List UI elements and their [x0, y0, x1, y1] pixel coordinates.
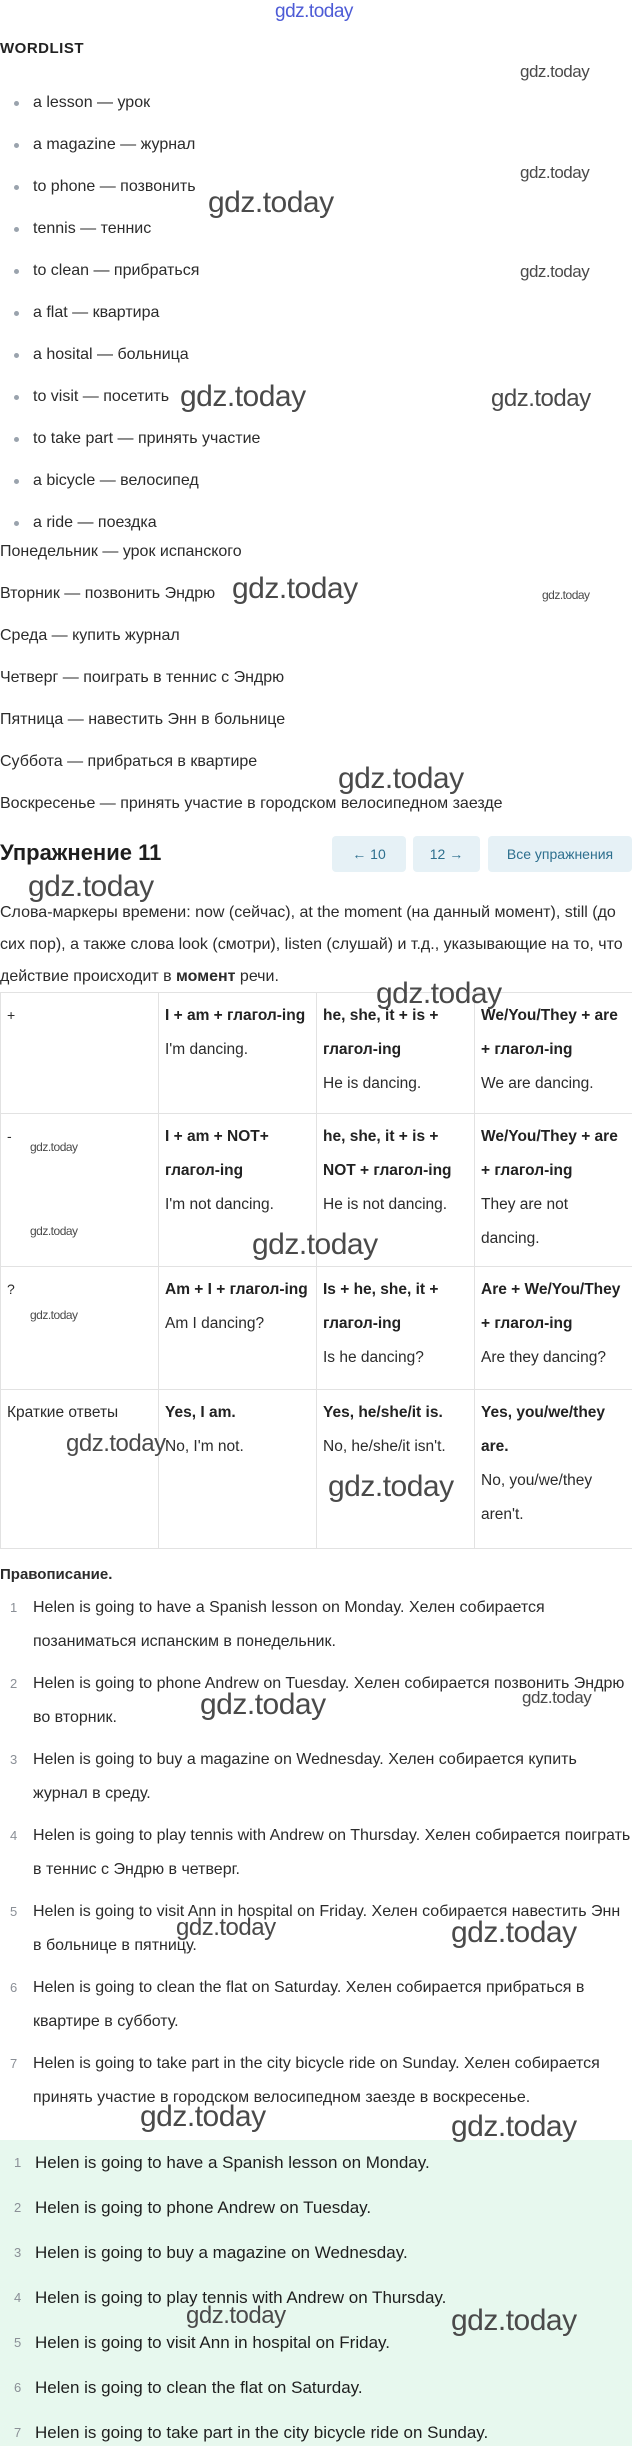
week-day-line: Четверг — поиграть в теннис с Эндрю [0, 657, 632, 699]
bullet-icon [14, 353, 19, 358]
watermark: gdz.today [176, 1914, 276, 1942]
answers-list [0, 1591, 632, 2157]
watermark: gdz.today [376, 977, 502, 1011]
watermark: gdz.today [338, 762, 464, 796]
bullet-icon [14, 479, 19, 484]
final-answers-list [0, 2140, 632, 2455]
list-item: to visit — посетить [0, 376, 632, 418]
list-item: a ride — поездка [0, 502, 632, 544]
list-item: a lesson — урок [0, 82, 632, 124]
watermark: gdz.today [232, 572, 358, 606]
watermark: gdz.today [542, 588, 590, 602]
list-item: 4 Helen is going to play tennis with Andrew on Thursday. Хелен собирается поиграть в теннис с Эндрю в четверг. [0, 1819, 632, 1895]
watermark: gdz.today [451, 2304, 577, 2338]
watermark: gdz.today [520, 262, 589, 282]
watermark: gdz.today [30, 1140, 78, 1154]
bullet-icon [14, 521, 19, 526]
intro-bold: момент [176, 968, 235, 985]
list-item: 5 Helen is going to visit Ann in hospital on Friday. [0, 2320, 632, 2365]
next-exercise-button[interactable]: 12 → [413, 836, 480, 872]
list-item: a magazine — журнал [0, 124, 632, 166]
table-cell: Yes, he/she/it is. No, he/she/it isn't. [317, 1390, 475, 1549]
watermark: gdz.today [30, 1224, 78, 1238]
list-item: 2 Helen is going to phone Andrew on Tuesday. [0, 2185, 632, 2230]
bullet-icon [14, 395, 19, 400]
bullet-icon [14, 311, 19, 316]
watermark: gdz.today [208, 186, 334, 220]
table-cell: We/You/They + are + глагол-ing We are dancing. [475, 993, 632, 1114]
watermark: gdz.today [140, 2100, 266, 2134]
list-item: a flat — квартира [0, 292, 632, 334]
table-cell: Yes, I am. No, I'm not. [159, 1390, 317, 1549]
table-cell: Yes, you/we/they are. No, you/we/they aren't. [475, 1390, 632, 1549]
list-item: 3 Helen is going to buy a magazine on Wednesday. Хелен собирается купить журнал в среду. [0, 1743, 632, 1819]
intro-paragraph: Слова-маркеры времени: now (сейчас), at the moment (на данный момент), still (до сих пор), а также слова look (смотри), listen (слушай) и т.д., указывающие на то, что действие происходит в момент речи. [0, 897, 632, 993]
table-cell: + [1, 993, 159, 1114]
table-row [1, 1267, 632, 1390]
watermark: gdz.today [200, 1688, 326, 1722]
site-logo[interactable]: gdz.today [275, 1, 353, 23]
watermark: gdz.today [520, 163, 589, 183]
grammar-table [0, 992, 632, 1549]
list-item: a bicycle — велосипед [0, 460, 632, 502]
list-item: tennis — теннис [0, 208, 632, 250]
bullet-icon [14, 143, 19, 148]
week-day-line: Суббота — прибраться в квартире [0, 741, 632, 783]
list-item: 6 Helen is going to clean the flat on Saturday. [0, 2365, 632, 2410]
table-cell: Is + he, she, it + глагол-ing Is he dancing? [317, 1267, 475, 1390]
table-row [1, 1390, 632, 1549]
list-item: 4 Helen is going to play tennis with Andrew on Thursday. [0, 2275, 632, 2320]
watermark: gdz.today [451, 2110, 577, 2144]
table-cell: he, she, it + is + NOT + глагол-ing He is not dancing. [317, 1114, 475, 1267]
table-cell: Am + I + глагол-ing Am I dancing? [159, 1267, 317, 1390]
watermark: gdz.today [520, 62, 589, 82]
table-cell: I + am + NOT+ глагол-ing I'm not dancing. [159, 1114, 317, 1267]
table-cell: I + am + глагол-ing I'm dancing. [159, 993, 317, 1114]
list-item: 1 Helen is going to have a Spanish lesson on Monday. [0, 2140, 632, 2185]
bullet-icon [14, 101, 19, 106]
list-item: to take part — принять участие [0, 418, 632, 460]
watermark: gdz.today [180, 380, 306, 414]
table-cell: - [1, 1114, 159, 1267]
watermark: gdz.today [252, 1228, 378, 1262]
list-item: a hosital — больница [0, 334, 632, 376]
watermark: gdz.today [522, 1688, 591, 1708]
watermark: gdz.today [451, 1916, 577, 1950]
bullet-icon [14, 185, 19, 190]
watermark: gdz.today [186, 2302, 286, 2330]
list-item: 3 Helen is going to buy a magazine on Wednesday. [0, 2230, 632, 2275]
all-exercises-button[interactable]: Все упражнения [488, 836, 632, 872]
week-day-line: Воскресенье — принять участие в городском велосипедном заезде [0, 783, 632, 825]
bullet-icon [14, 437, 19, 442]
list-item: 2 Helen is going to phone Andrew on Tuesday. Хелен собирается позвонить Эндрю во вторник. [0, 1667, 632, 1743]
week-day-line: Понедельник — урок испанского [0, 531, 632, 573]
watermark: gdz.today [491, 385, 591, 413]
table-row [1, 993, 632, 1114]
watermark: gdz.today [328, 1470, 454, 1504]
list-item: to phone — позвонить [0, 166, 632, 208]
wordlist [0, 82, 632, 544]
wordlist-heading: WORDLIST [0, 40, 84, 57]
list-item: 6 Helen is going to clean the flat on Saturday. Хелен собирается прибраться в квартире в субботу. [0, 1971, 632, 2047]
week-day-line: Среда — купить журнал [0, 615, 632, 657]
table-cell: ? [1, 1267, 159, 1390]
list-item: 1 Helen is going to have a Spanish lesson on Monday. Хелен собирается позаниматься испанским в понедельник. [0, 1591, 632, 1667]
watermark: gdz.today [28, 870, 154, 904]
table-cell: he, she, it + is + глагол-ing He is dancing. [317, 993, 475, 1114]
spelling-heading: Правописание. [0, 1566, 112, 1583]
list-item: to clean — прибраться [0, 250, 632, 292]
list-item: 7 Helen is going to take part in the city bicycle ride on Sunday. [0, 2410, 632, 2455]
list-item: 5 Helen is going to visit Ann in hospital on Friday. Хелен собирается навестить Энн в больнице в пятницу. [0, 1895, 632, 1971]
week-day-line: Вторник — позвонить Эндрю [0, 573, 632, 615]
list-item: 7 Helen is going to take part in the city bicycle ride on Sunday. Хелен собирается принять участие в городском велосипедном заезде в воскресенье. [0, 2047, 632, 2157]
watermark: gdz.today [30, 1308, 78, 1322]
table-cell: Краткие ответы [1, 1390, 159, 1549]
table-cell: Are + We/You/They + глагол-ing Are they dancing? [475, 1267, 632, 1390]
exercise-title: Упражнение 11 [0, 840, 161, 866]
bullet-icon [14, 227, 19, 232]
week-day-line: Пятница — навестить Энн в больнице [0, 699, 632, 741]
bullet-icon [14, 269, 19, 274]
prev-exercise-button[interactable]: ← 10 [332, 836, 406, 872]
watermark: gdz.today [66, 1430, 166, 1458]
table-cell: We/You/They + are + глагол-ing They are not dancing. [475, 1114, 632, 1267]
